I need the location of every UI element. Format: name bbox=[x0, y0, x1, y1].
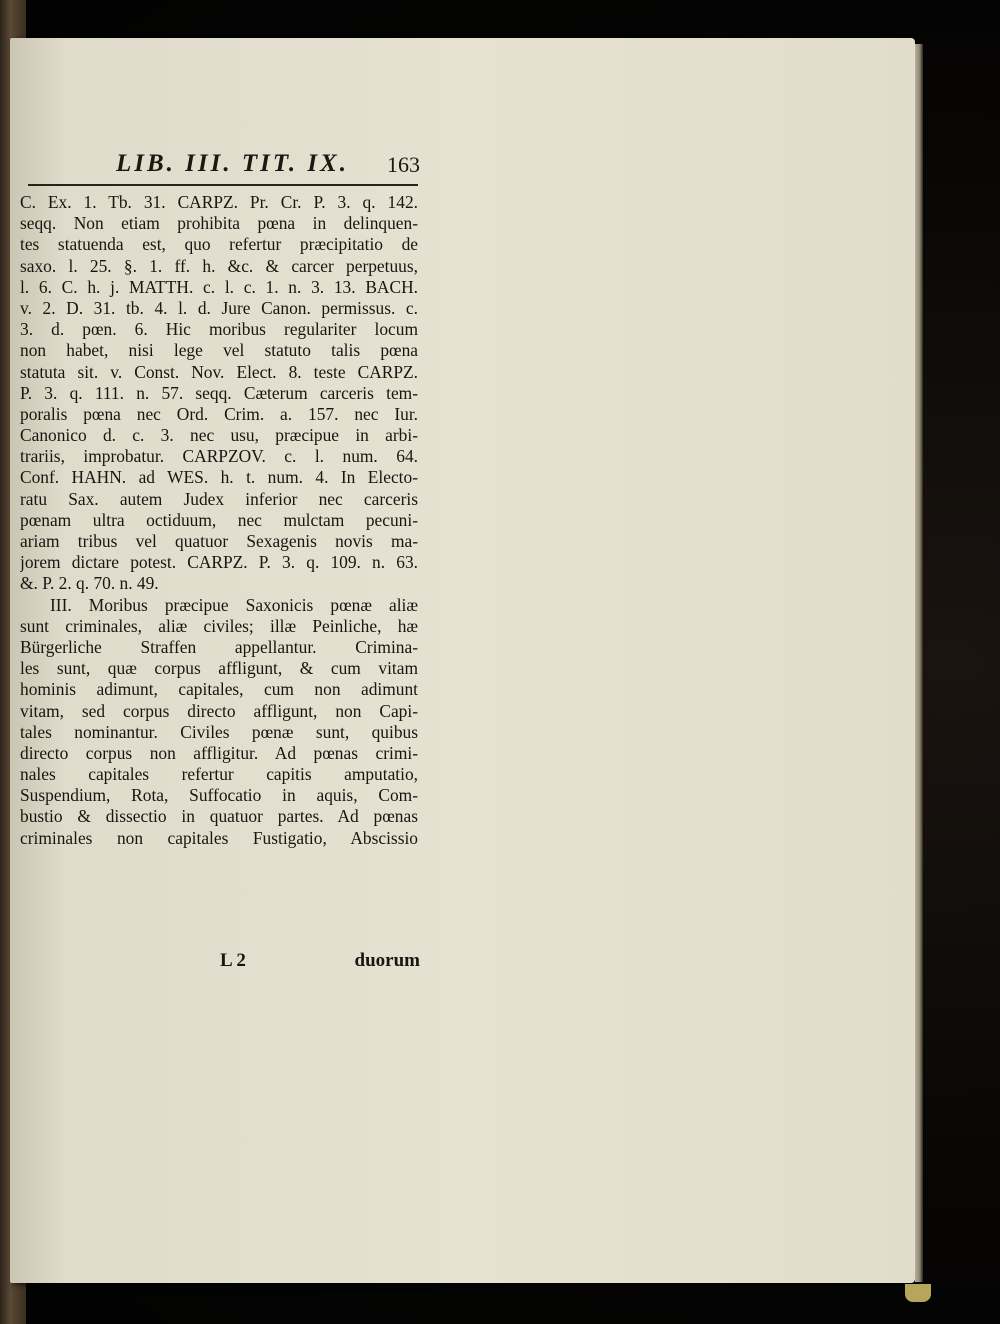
text-line: tes statuenda est, quo refertur præcipitatio de bbox=[20, 234, 418, 255]
page-edge bbox=[915, 44, 923, 1282]
text-line: Conf. HAHN. ad WES. h. t. num. 4. In Electo- bbox=[20, 467, 418, 488]
text-line: poralis pœna nec Ord. Crim. a. 157. nec Iur. bbox=[20, 403, 418, 424]
text-line: &. P. 2. q. 70. n. 49. bbox=[20, 573, 159, 594]
text-line: ratu Sax. autem Judex inferior nec carceris bbox=[20, 488, 418, 509]
text-line: jorem dictare potest. CARPZ. P. 3. q. 109. n. 63. bbox=[20, 552, 418, 573]
paragraph-start-line: III. Moribus præcipue Saxonicis pœnæ aliæ bbox=[50, 594, 418, 615]
text-line: seqq. Non etiam prohibita pœna in delinquen- bbox=[20, 213, 418, 234]
text-line: tales nominantur. Civiles pœnæ sunt, quibus bbox=[20, 721, 418, 742]
header-rule bbox=[28, 184, 418, 186]
text-line: v. 2. D. 31. tb. 4. l. d. Jure Canon. permissus. c. bbox=[20, 297, 418, 318]
text-line: criminales non capitales Fustigatio, Abscissio bbox=[20, 827, 418, 848]
text-line: sunt criminales, aliæ civiles; illæ Peinliche, hæ bbox=[20, 615, 418, 636]
text-line: saxo. l. 25. §. 1. ff. h. &c. & carcer perpetuus, bbox=[20, 255, 418, 276]
text-line: pœnam ultra octiduum, nec mulctam pecuni- bbox=[20, 509, 418, 530]
text-line: C. Ex. 1. Tb. 31. CARPZ. Pr. Cr. P. 3. q. 142. bbox=[20, 192, 418, 212]
text-line: hominis adimunt, capitales, cum non adimunt bbox=[20, 679, 418, 700]
page-number: 163 bbox=[387, 152, 420, 177]
text-line: ariam tribus vel quatuor Sexagenis novis ma- bbox=[20, 531, 418, 551]
text-line: P. 3. q. 111. n. 57. seqq. Cæterum carceris tem- bbox=[20, 382, 418, 403]
text-line: statuta sit. v. Const. Nov. Elect. 8. teste CARPZ. bbox=[20, 361, 418, 382]
text-line: les sunt, quæ corpus affligunt, & cum vitam bbox=[20, 658, 418, 679]
text-line: trariis, improbatur. CARPZOV. c. l. num. 64. bbox=[20, 446, 418, 467]
text-line: vitam, sed corpus directo affligunt, non Capi- bbox=[20, 700, 418, 721]
body-text bbox=[20, 192, 418, 849]
text-line: l. 6. C. h. j. MATTH. c. l. c. 1. n. 3. 13. BACH. bbox=[20, 276, 418, 297]
text-line: Suspendium, Rota, Suffocatio in aquis, Com- bbox=[20, 785, 418, 806]
text-line: Canonico d. c. 3. nec usu, præcipue in arbi- bbox=[20, 425, 418, 446]
text-line: 3. d. pœn. 6. Hic moribus regulariter locum bbox=[20, 319, 418, 340]
text-line: non habet, nisi lege vel statuto talis pœna bbox=[20, 340, 418, 361]
running-title: LIB. III. TIT. IX. bbox=[116, 150, 349, 177]
page-corner-tab bbox=[905, 1284, 931, 1302]
text-line: directo corpus non affligitur. Ad pœnas crimi- bbox=[20, 742, 418, 763]
text-line: Bürgerliche Straffen appellantur. Crimina- bbox=[20, 636, 418, 657]
catchword: duorum bbox=[354, 950, 420, 971]
text-line: nales capitales refertur capitis amputatio, bbox=[20, 764, 418, 785]
page-header bbox=[28, 150, 420, 188]
text-line: bustio & dissectio in quatuor partes. Ad pœnas bbox=[20, 806, 418, 827]
signature-mark: L 2 bbox=[220, 950, 246, 971]
page-footer bbox=[20, 950, 420, 976]
